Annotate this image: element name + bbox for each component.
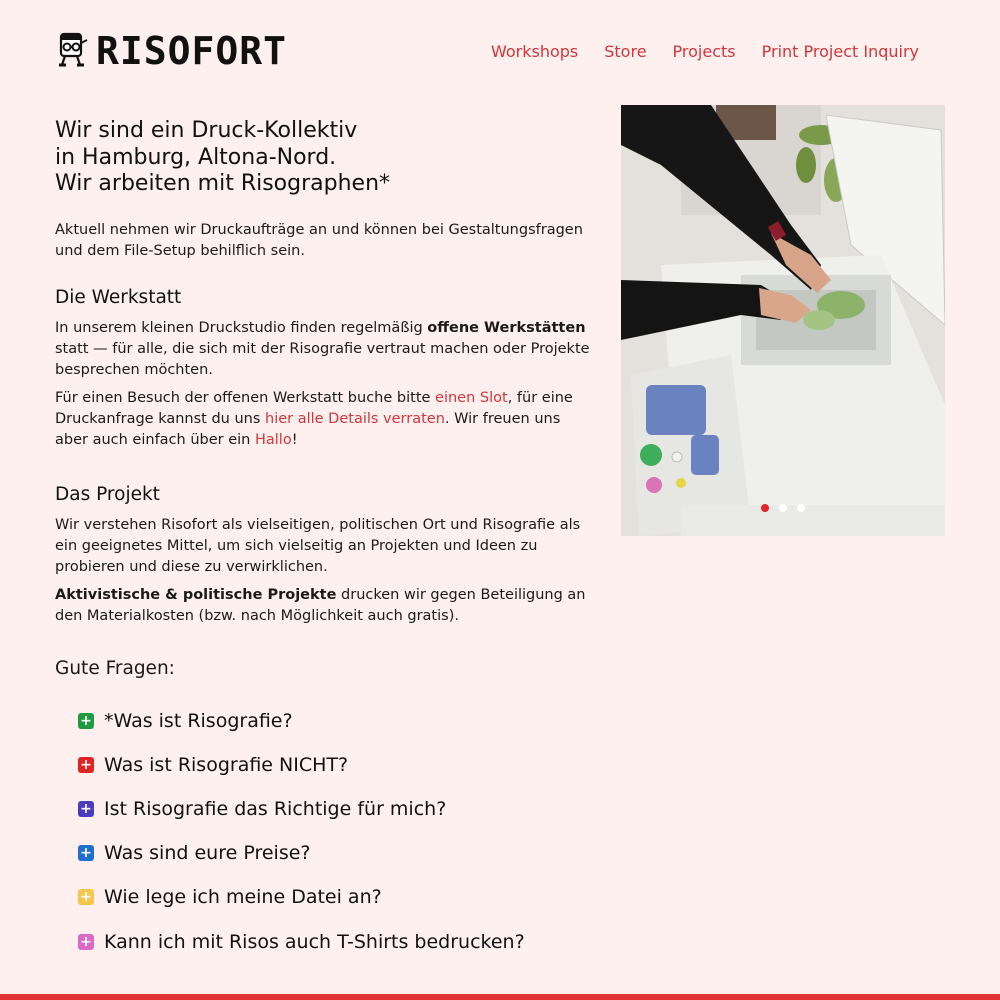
- einen-slot-link[interactable]: einen Slot: [435, 389, 508, 406]
- faq-question: Was ist Risografie NICHT?: [104, 753, 349, 776]
- werkstatt-paragraph-1: [55, 318, 590, 381]
- plus-icon: +: [78, 757, 94, 773]
- plus-icon: +: [78, 713, 94, 729]
- headline-line-3: Wir arbeiten mit Risographen*: [55, 171, 391, 196]
- text: !: [291, 431, 298, 448]
- section-werkstatt: [55, 286, 590, 451]
- plus-icon: +: [78, 845, 94, 861]
- werkstatt-paragraph-2: [55, 388, 590, 451]
- section-projekt: [55, 483, 590, 627]
- intro-lead: Aktuell nehmen wir Druckaufträge an und können bei Gestaltungsfragen und dem File-Setup behilflich sein.: [55, 221, 583, 259]
- text: statt — für alle, die sich mit der Risografie vertraut machen oder Projekte besprechen möchten.: [55, 340, 590, 378]
- carousel-dot-1[interactable]: [761, 504, 769, 512]
- faq-item-datei-anlegen[interactable]: [78, 875, 590, 919]
- projekt-paragraph-2: [55, 585, 590, 627]
- nav-print-project-inquiry[interactable]: Print Project Inquiry: [761, 42, 919, 61]
- plus-icon: +: [78, 934, 94, 950]
- nav-workshops[interactable]: Workshops: [490, 42, 579, 61]
- text: drucken wir gegen Beteiligung an den Materialkosten (bzw. nach Möglichkeit auch gratis).: [55, 586, 586, 624]
- nav-store[interactable]: Store: [604, 42, 647, 61]
- faq-title: Gute Fragen:: [55, 657, 175, 679]
- faq-item-richtige-fuer-mich[interactable]: [78, 787, 590, 831]
- faq-question: *Was ist Risografie?: [104, 709, 293, 732]
- text: Für einen Besuch der offenen Werkstatt buche bitte: [55, 389, 436, 406]
- risograph-photo: [621, 105, 945, 536]
- faq-item-t-shirts[interactable]: [78, 919, 590, 963]
- faq-item-was-ist-risografie-nicht[interactable]: [78, 743, 590, 787]
- text: In unserem kleinen Druckstudio finden regelmäßig: [55, 319, 428, 336]
- faq-question: Wie lege ich meine Datei an?: [104, 886, 382, 909]
- text: , für eine Druckanfrage kannst du uns: [55, 389, 573, 427]
- plus-icon: +: [78, 801, 94, 817]
- logo[interactable]: [56, 30, 287, 72]
- faq-item-was-ist-risografie[interactable]: [78, 699, 590, 743]
- risofort-mascot-icon: [56, 31, 90, 71]
- main-nav: [491, 42, 919, 61]
- faq-list: [78, 699, 590, 964]
- hallo-link[interactable]: Hallo: [254, 431, 292, 448]
- offene-werkstaetten-bold: offene Werkstätten: [427, 319, 586, 336]
- headline-line-2: in Hamburg, Altona-Nord.: [55, 144, 337, 170]
- carousel-dots: [621, 504, 945, 512]
- plus-icon: +: [78, 889, 94, 905]
- faq-question: Kann ich mit Risos auch T-Shirts bedrucken?: [104, 930, 525, 953]
- faq-question: Ist Risografie das Richtige für mich?: [104, 797, 447, 820]
- text: . Wir freuen uns aber auch einfach über ein: [55, 410, 561, 448]
- aktivistische-projekte-bold: Aktivistische & politische Projekte: [55, 586, 337, 603]
- carousel-dot-2[interactable]: [779, 504, 787, 512]
- image-carousel[interactable]: [621, 105, 945, 536]
- faq-item-preise[interactable]: [78, 831, 590, 875]
- werkstatt-title: Die Werkstatt: [55, 286, 182, 308]
- projekt-paragraph-1: Wir verstehen Risofort als vielseitigen, politischen Ort und Risografie als ein geeignetes Mittel, um sich vielseitig an Projekten und Ideen zu probieren und diese zu verwirklichen.: [55, 516, 581, 575]
- footer-bar: [0, 994, 1000, 1000]
- logo-text: RISOFORT: [96, 29, 288, 73]
- nav-projects[interactable]: Projects: [672, 42, 736, 61]
- projekt-title: Das Projekt: [55, 483, 160, 505]
- headline-line-1: Wir sind ein Druck-Kollektiv: [55, 118, 358, 143]
- page-headline: [55, 118, 590, 198]
- carousel-dot-3[interactable]: [797, 504, 805, 512]
- faq-question: Was sind eure Preise?: [104, 842, 311, 865]
- main-content: [55, 118, 590, 964]
- details-verraten-link[interactable]: hier alle Details verraten: [265, 410, 445, 427]
